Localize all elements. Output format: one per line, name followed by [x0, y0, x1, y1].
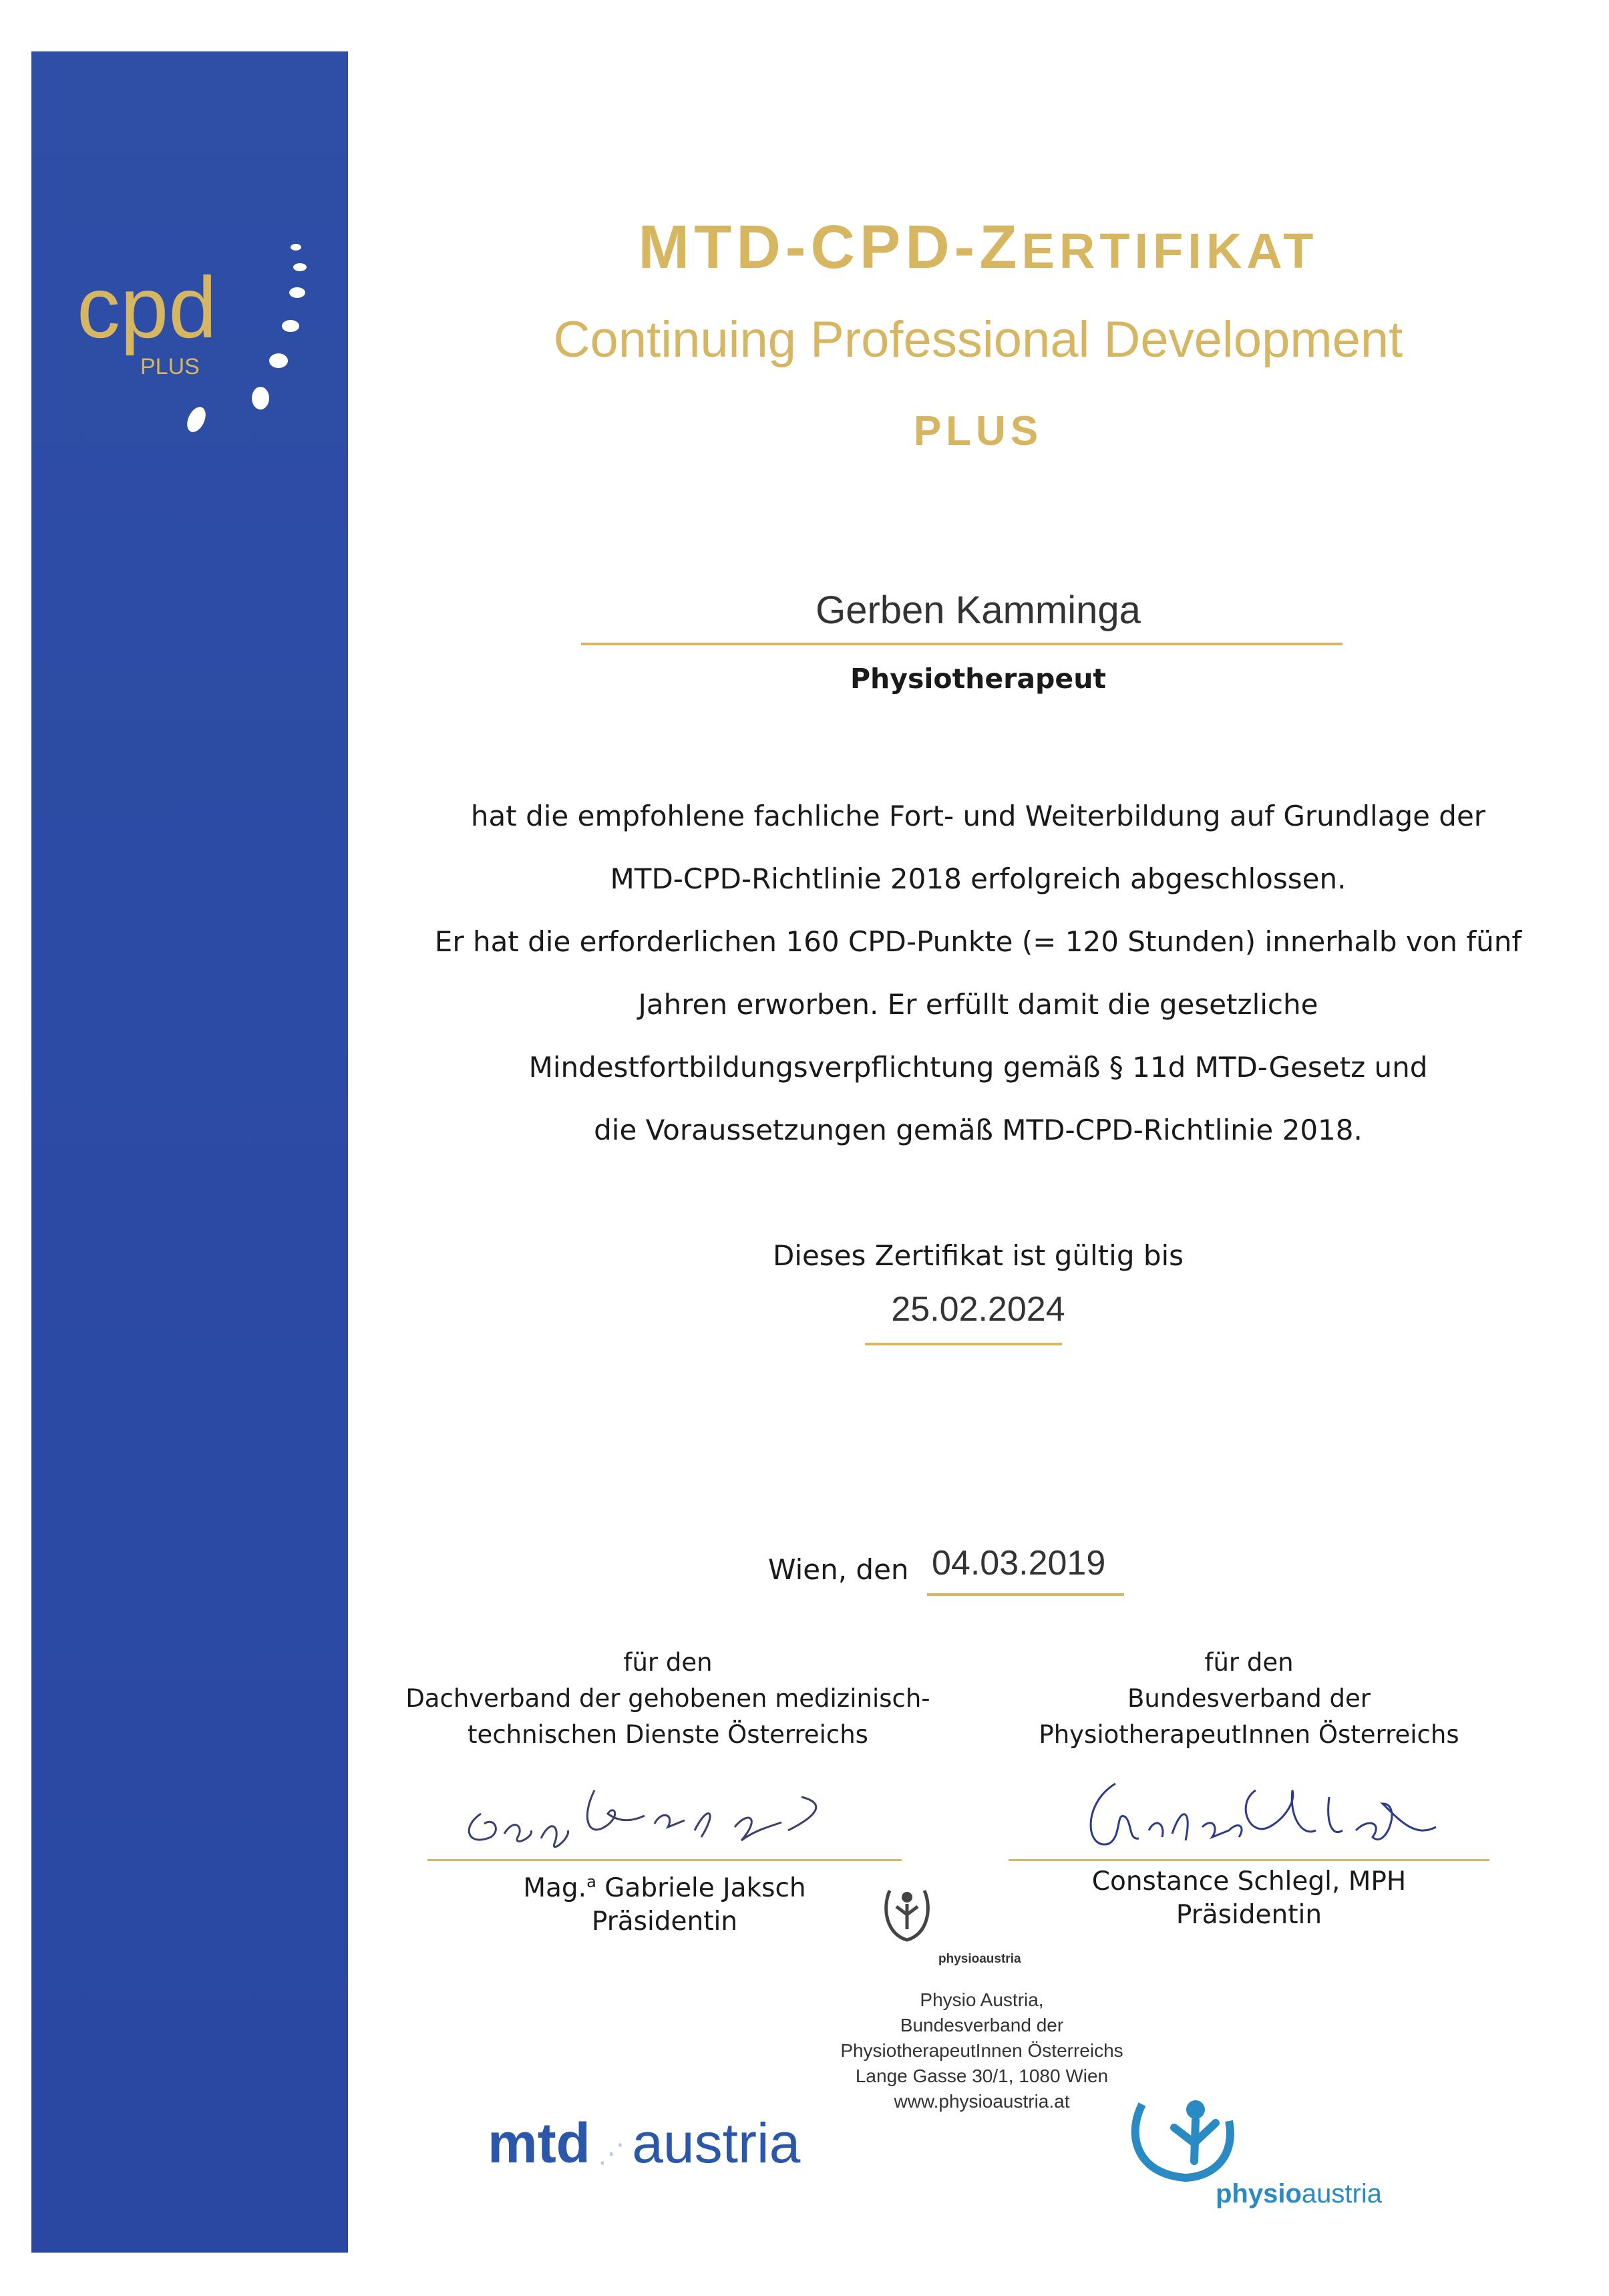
- cpd-plus-logo: [43, 240, 311, 454]
- name-underline: [581, 643, 1343, 645]
- left-signature-line: [427, 1859, 902, 1861]
- logo-sub: PLUS: [140, 354, 200, 379]
- right-signer-name: Constance Schlegl, MPH: [1091, 1866, 1407, 1897]
- recipient-profession: Physiotherapeut: [850, 663, 1106, 695]
- stamp-line: www.physioaustria.at: [894, 2091, 1070, 2112]
- right-signature: [1069, 1764, 1443, 1864]
- issue-date-underline: [927, 1593, 1124, 1596]
- body-line: Mindestfortbildungsverpflichtung gemäß § 11d MTD-Gesetz und: [528, 1051, 1428, 1084]
- org-line: technischen Dienste Österreichs: [468, 1720, 868, 1749]
- logo-word: cpd: [77, 259, 217, 356]
- stamp-line: Physio Austria,: [920, 1989, 1044, 2010]
- certificate-body: [347, 785, 1609, 1162]
- certificate-title: MTD-CPD-ZERTIFIKAT: [638, 213, 1318, 281]
- recipient-name: Gerben Kamminga: [816, 589, 1141, 632]
- physioaustria-logo-text: physioaustria: [1216, 2179, 1382, 2208]
- issue-place: Wien, den: [768, 1553, 909, 1586]
- body-line: Er hat die erforderlichen 160 CPD-Punkte (= 120 Stunden) innerhalb von fünf: [434, 925, 1522, 958]
- validity-date: 25.02.2024: [891, 1290, 1065, 1329]
- stamp-line: Bundesverband der: [900, 2015, 1064, 2035]
- certificate-subtitle: Continuing Professional Development: [553, 311, 1403, 368]
- body-line: MTD-CPD-Richtlinie 2018 erfolgreich abgeschlossen.: [610, 862, 1347, 895]
- left-signer-name: Mag.$^a$ Gabriele Jaksch: [523, 1872, 806, 1903]
- stamp-line: Lange Gasse 30/1, 1080 Wien: [855, 2066, 1109, 2086]
- body-line: hat die empfohlene fachliche Fort- und Weiterbildung auf Grundlage der: [470, 800, 1486, 832]
- org-line: Dachverband der gehobenen medizinisch-: [405, 1684, 930, 1713]
- stamp-brand: physioaustria: [938, 1952, 1021, 1966]
- left-signature: [454, 1764, 855, 1864]
- left-signer-role: Präsidentin: [591, 1907, 738, 1937]
- validity-label: Dieses Zertifikat ist gültig bis: [772, 1239, 1184, 1272]
- issue-date: 04.03.2019: [932, 1544, 1106, 1583]
- association-stamp: [805, 1987, 1159, 2114]
- right-signer-role: Präsidentin: [1176, 1900, 1322, 1930]
- physioaustria-logo-icon: [1122, 2091, 1256, 2184]
- body-line: die Voraussetzungen gemäß MTD-CPD-Richtlinie 2018.: [594, 1114, 1363, 1146]
- org-line: für den: [623, 1648, 713, 1677]
- body-line: Jahren erworben. Er erfüllt damit die gesetzliche: [638, 988, 1318, 1021]
- certificate-plus: PLUS: [913, 408, 1043, 454]
- org-line: Bundesverband der: [1127, 1684, 1371, 1713]
- mtd-austria-logo: mtd ⋰ austria: [488, 2112, 801, 2174]
- right-signature-line: [1009, 1859, 1489, 1861]
- org-line: PhysiotherapeutInnen Österreichs: [1039, 1720, 1459, 1749]
- validity-underline: [865, 1343, 1062, 1345]
- stamp-line: PhysiotherapeutInnen Österreichs: [840, 2040, 1123, 2061]
- left-signer: [427, 1865, 902, 1939]
- stamp-physio-icon: [880, 1882, 934, 1947]
- right-organization: [1022, 1645, 1476, 1753]
- left-organization: [394, 1645, 942, 1753]
- right-signer: [1035, 1865, 1463, 1932]
- org-line: für den: [1204, 1648, 1294, 1677]
